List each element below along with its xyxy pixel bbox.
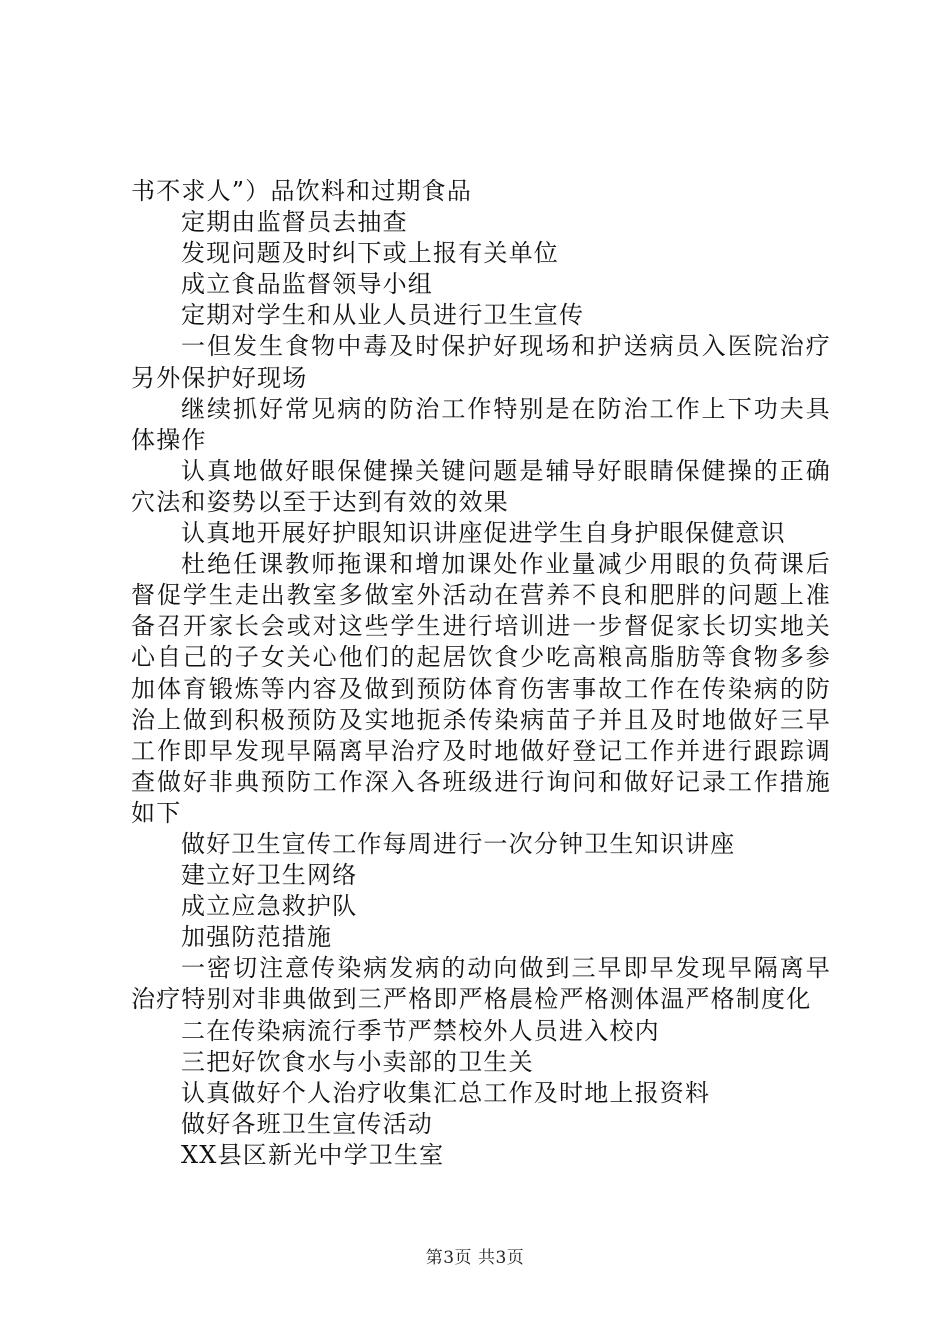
- paragraph: 认真地做好眼保健操关键问题是辅导好眼睛保健操的正确穴法和姿势以至于达到有效的效果: [131, 456, 831, 516]
- paragraph: 认真地开展好护眼知识讲座促进学生自身护眼保健意识: [181, 519, 786, 548]
- paragraph: 发现问题及时纠下或上报有关单位: [181, 239, 559, 268]
- paragraph: 一密切注意传染病发病的动向做到三早即早发现早隔离早治疗特别对非典做到三严格即严格晨检严格测体温严格制度化: [131, 954, 831, 1014]
- paragraph: 三把好饮食水与小卖部的卫生关: [181, 1047, 534, 1076]
- paragraph: 定期对学生和从业人员进行卫生宣传: [181, 301, 585, 330]
- page-number: 第3页 共3页: [425, 1248, 525, 1268]
- document-body: [131, 176, 831, 1171]
- signature-line: XX县区新光中学卫生室: [181, 1140, 445, 1169]
- paragraph: 继续抓好常见病的防治工作特别是在防治工作上下功夫具体操作: [131, 394, 831, 454]
- paragraph: 二在传染病流行季节严禁校外人员进入校内: [181, 1016, 660, 1045]
- paragraph: 做好卫生宣传工作每周进行一次分钟卫生知识讲座: [181, 829, 736, 858]
- paragraph: 定期由监督员去抽查: [181, 208, 408, 237]
- paragraph: 书不求人”）品饮料和过期食品: [131, 177, 473, 205]
- page-footer: [0, 1243, 950, 1268]
- paragraph: 加强防范措施: [181, 923, 333, 952]
- paragraph: 一但发生食物中毒及时保护好现场和护送病员入医院治疗另外保护好现场: [131, 332, 831, 392]
- paragraph: 杜绝任课教师拖课和增加课处作业量减少用眼的负荷课后督促学生走出教室多做室外活动在营养不良和肥胖的问题上准备召开家长会或对这些学生进行培训进一步督促家长切实地关心自己的子女关心他们的起居饮食少吃高粮高脂肪等食物多参加体育锻炼等内容及做到预防体育伤害事故工作在传染病的防治上做到积极预防及实地扼杀传染病苗子并且及时地做好三早工作即早发现早隔离早治疗及时地做好登记工作并进行跟踪调查做好非典预防工作深入各班级进行询问和做好记录工作措施如下: [131, 550, 831, 827]
- paragraph: 认真做好个人治疗收集汇总工作及时地上报资料: [181, 1078, 711, 1107]
- paragraph: 成立应急救护队: [181, 892, 358, 921]
- paragraph: 做好各班卫生宣传活动: [181, 1109, 433, 1138]
- paragraph: 建立好卫生网络: [181, 861, 358, 890]
- paragraph: 成立食品监督领导小组: [181, 270, 433, 299]
